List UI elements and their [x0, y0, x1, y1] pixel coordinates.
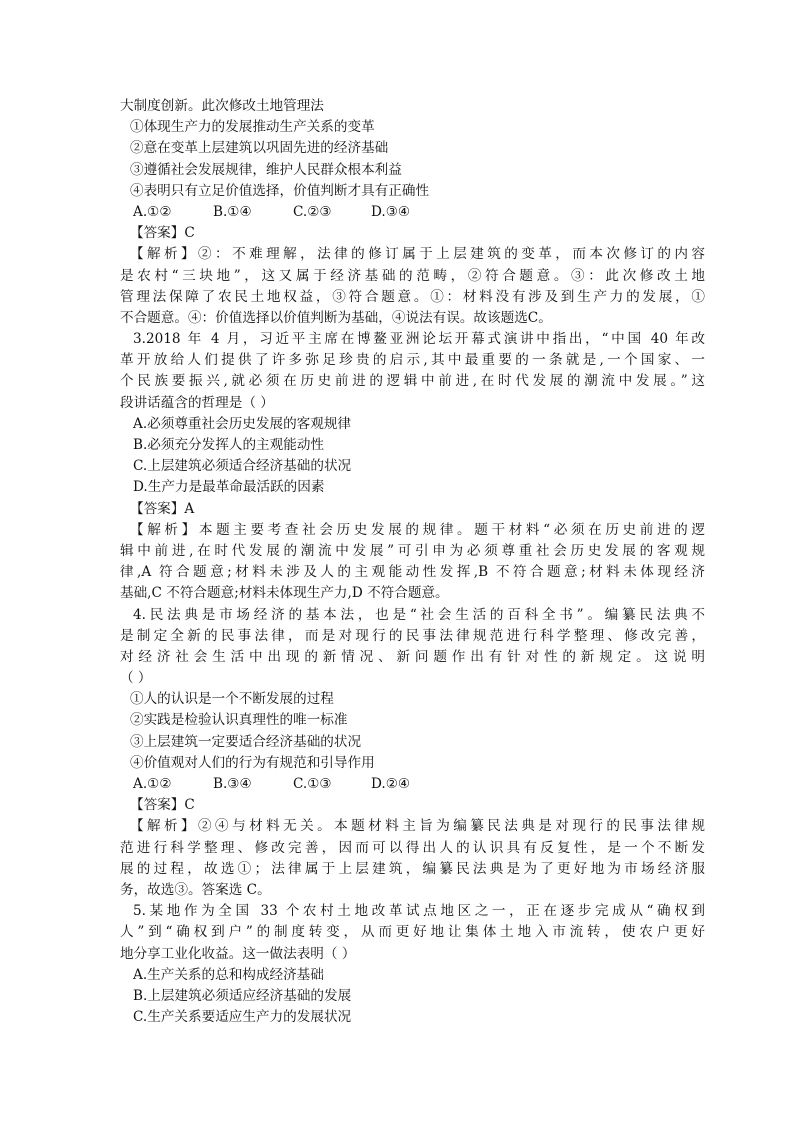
option-a: A.必须尊重社会历史发展的客观规律: [133, 415, 352, 432]
statement-3: ③遵循社会发展规律，维护人民群众根本利益: [130, 161, 402, 178]
question-3-explanation-line: 基础,C 不符合题意;材料未体现生产力,D 不符合题意。: [120, 585, 449, 602]
question-5-stem-line: 5.某地作为全国 33 个农村土地改革试点地区之一，正在逐步完成从“确权到: [133, 903, 705, 920]
question-5-stem-line: 地分享工业化收益。这一做法表明（ ）: [120, 945, 356, 962]
question-2-options: [120, 202, 705, 223]
option-b: B.③④: [213, 776, 252, 792]
option-d: D.生产力是最革命最活跃的因素: [133, 479, 325, 496]
option-c: C.上层建筑必须适合经济基础的状况: [133, 458, 352, 475]
option-a: A.①②: [133, 776, 172, 792]
question-3-stem-line: 段讲话蕴含的哲理是（ ）: [120, 394, 274, 411]
question-3-explanation-line: 律,A 符合题意;材料未涉及人的主观能动性发挥,B 不符合题意;材料未体现经济: [120, 564, 705, 581]
question-4-answer: 【答案】C: [130, 797, 195, 814]
question-3-explanation-line: 辑中前进,在时代发展的潮流中发展”可引申为必须尊重社会历史发展的客观规: [120, 542, 705, 559]
question-3-stem-line: 个民族要振兴,就必须在历史前进的逻辑中前进,在时代发展的潮流中发展。”这: [120, 373, 705, 390]
question-3-explanation-line: 【解析】本题主要考查社会历史发展的规律。题干材料“必须在历史前进的逻: [130, 521, 705, 538]
question-2-answer: 【答案】C: [130, 225, 195, 242]
statement-4: ④价值观对人们的行为有规范和引导作用: [130, 754, 375, 771]
statement-1: ①人的认识是一个不断发展的过程: [130, 691, 334, 708]
statement-2: ②意在变革上层建筑以巩固先进的经济基础: [130, 140, 389, 157]
option-c: C.①③: [293, 776, 332, 792]
option-a: A.生产关系的总和构成经济基础: [133, 966, 324, 983]
question-2-explanation-line: 不合题意。④：价值选择以价值判断为基础，④说法有误。故该题选C。: [120, 309, 552, 326]
option-b: B.上层建筑必须适应经济基础的发展: [133, 987, 352, 1004]
question-4-stem-line: 是制定全新的民事法律，而是对现行的民事法律规范进行科学整理、修改完善，: [120, 627, 705, 644]
question-3-answer: 【答案】A: [130, 500, 195, 517]
option-d: D.③④: [371, 203, 411, 220]
option-b: B.必须充分发挥人的主观能动性: [133, 437, 325, 453]
question-3-stem-line: 3.2018 年 4 月，习近平主席在博鳌亚洲论坛开幕式演讲中指出，“中国 40 年改: [133, 331, 705, 348]
question-2-stem-tail: 大制度创新。此次修改土地管理法: [120, 98, 324, 114]
question-4-stem-line: （ ）: [120, 670, 152, 687]
question-4-explanation-line: 展的过程，故选①；法律属于上层建筑，编纂民法典是为了更好地为市场经济服: [120, 860, 705, 877]
question-2-explanation-line: 【解析】②：不难理解，法律的修订属于上层建筑的变革，而本次修订的内容: [130, 246, 705, 263]
question-4-stem-line: 对经济社会生活中出现的新情况、新问题作出有针对性的新规定。这说明: [120, 648, 705, 665]
statement-2: ②实践是检验认识真理性的唯一标准: [130, 712, 348, 729]
option-c: C.②③: [293, 203, 332, 220]
question-4-explanation-line: 【解析】②④与材料无关。本题材料主旨为编纂民法典是对现行的民事法律规: [130, 818, 705, 835]
statement-1: ①体现生产力的发展推动生产关系的变革: [130, 119, 375, 136]
question-4-explanation-line: 务，故选③。答案选 C。: [120, 881, 271, 898]
statement-3: ③上层建筑一定要适合经济基础的状况: [130, 733, 362, 750]
question-5-stem-line: 人”到“确权到户”的制度转变，从而更好地让集体土地入市流转，使农户更好: [120, 924, 705, 941]
option-b: B.①④: [213, 203, 252, 220]
question-4-options: [120, 774, 705, 795]
question-3-stem-line: 革开放给人们提供了许多弥足珍贵的启示,其中最重要的一条就是,一个国家、一: [120, 352, 705, 369]
option-a: A.①②: [133, 203, 172, 220]
question-4-explanation-line: 范进行科学整理、修改完善，因而可以得出人的认识具有反复性，是一个不断发: [120, 839, 705, 856]
question-4-stem-line: 4.民法典是市场经济的基本法，也是“社会生活的百科全书”。编纂民法典不: [133, 606, 705, 623]
statement-4: ④表明只有立足价值选择，价值判断才具有正确性: [130, 182, 430, 199]
document-body: [120, 96, 705, 1028]
question-2-explanation-line: 是农村“三块地”，这又属于经济基础的范畴，②符合题意。③：此次修改土地: [120, 267, 705, 284]
option-d: D.②④: [371, 776, 411, 792]
question-2-explanation-line: 管理法保障了农民土地权益，③符合题意。①：材料没有涉及到生产力的发展，①: [120, 288, 705, 305]
option-c: C.生产关系要适应生产力的发展状况: [133, 1009, 352, 1026]
